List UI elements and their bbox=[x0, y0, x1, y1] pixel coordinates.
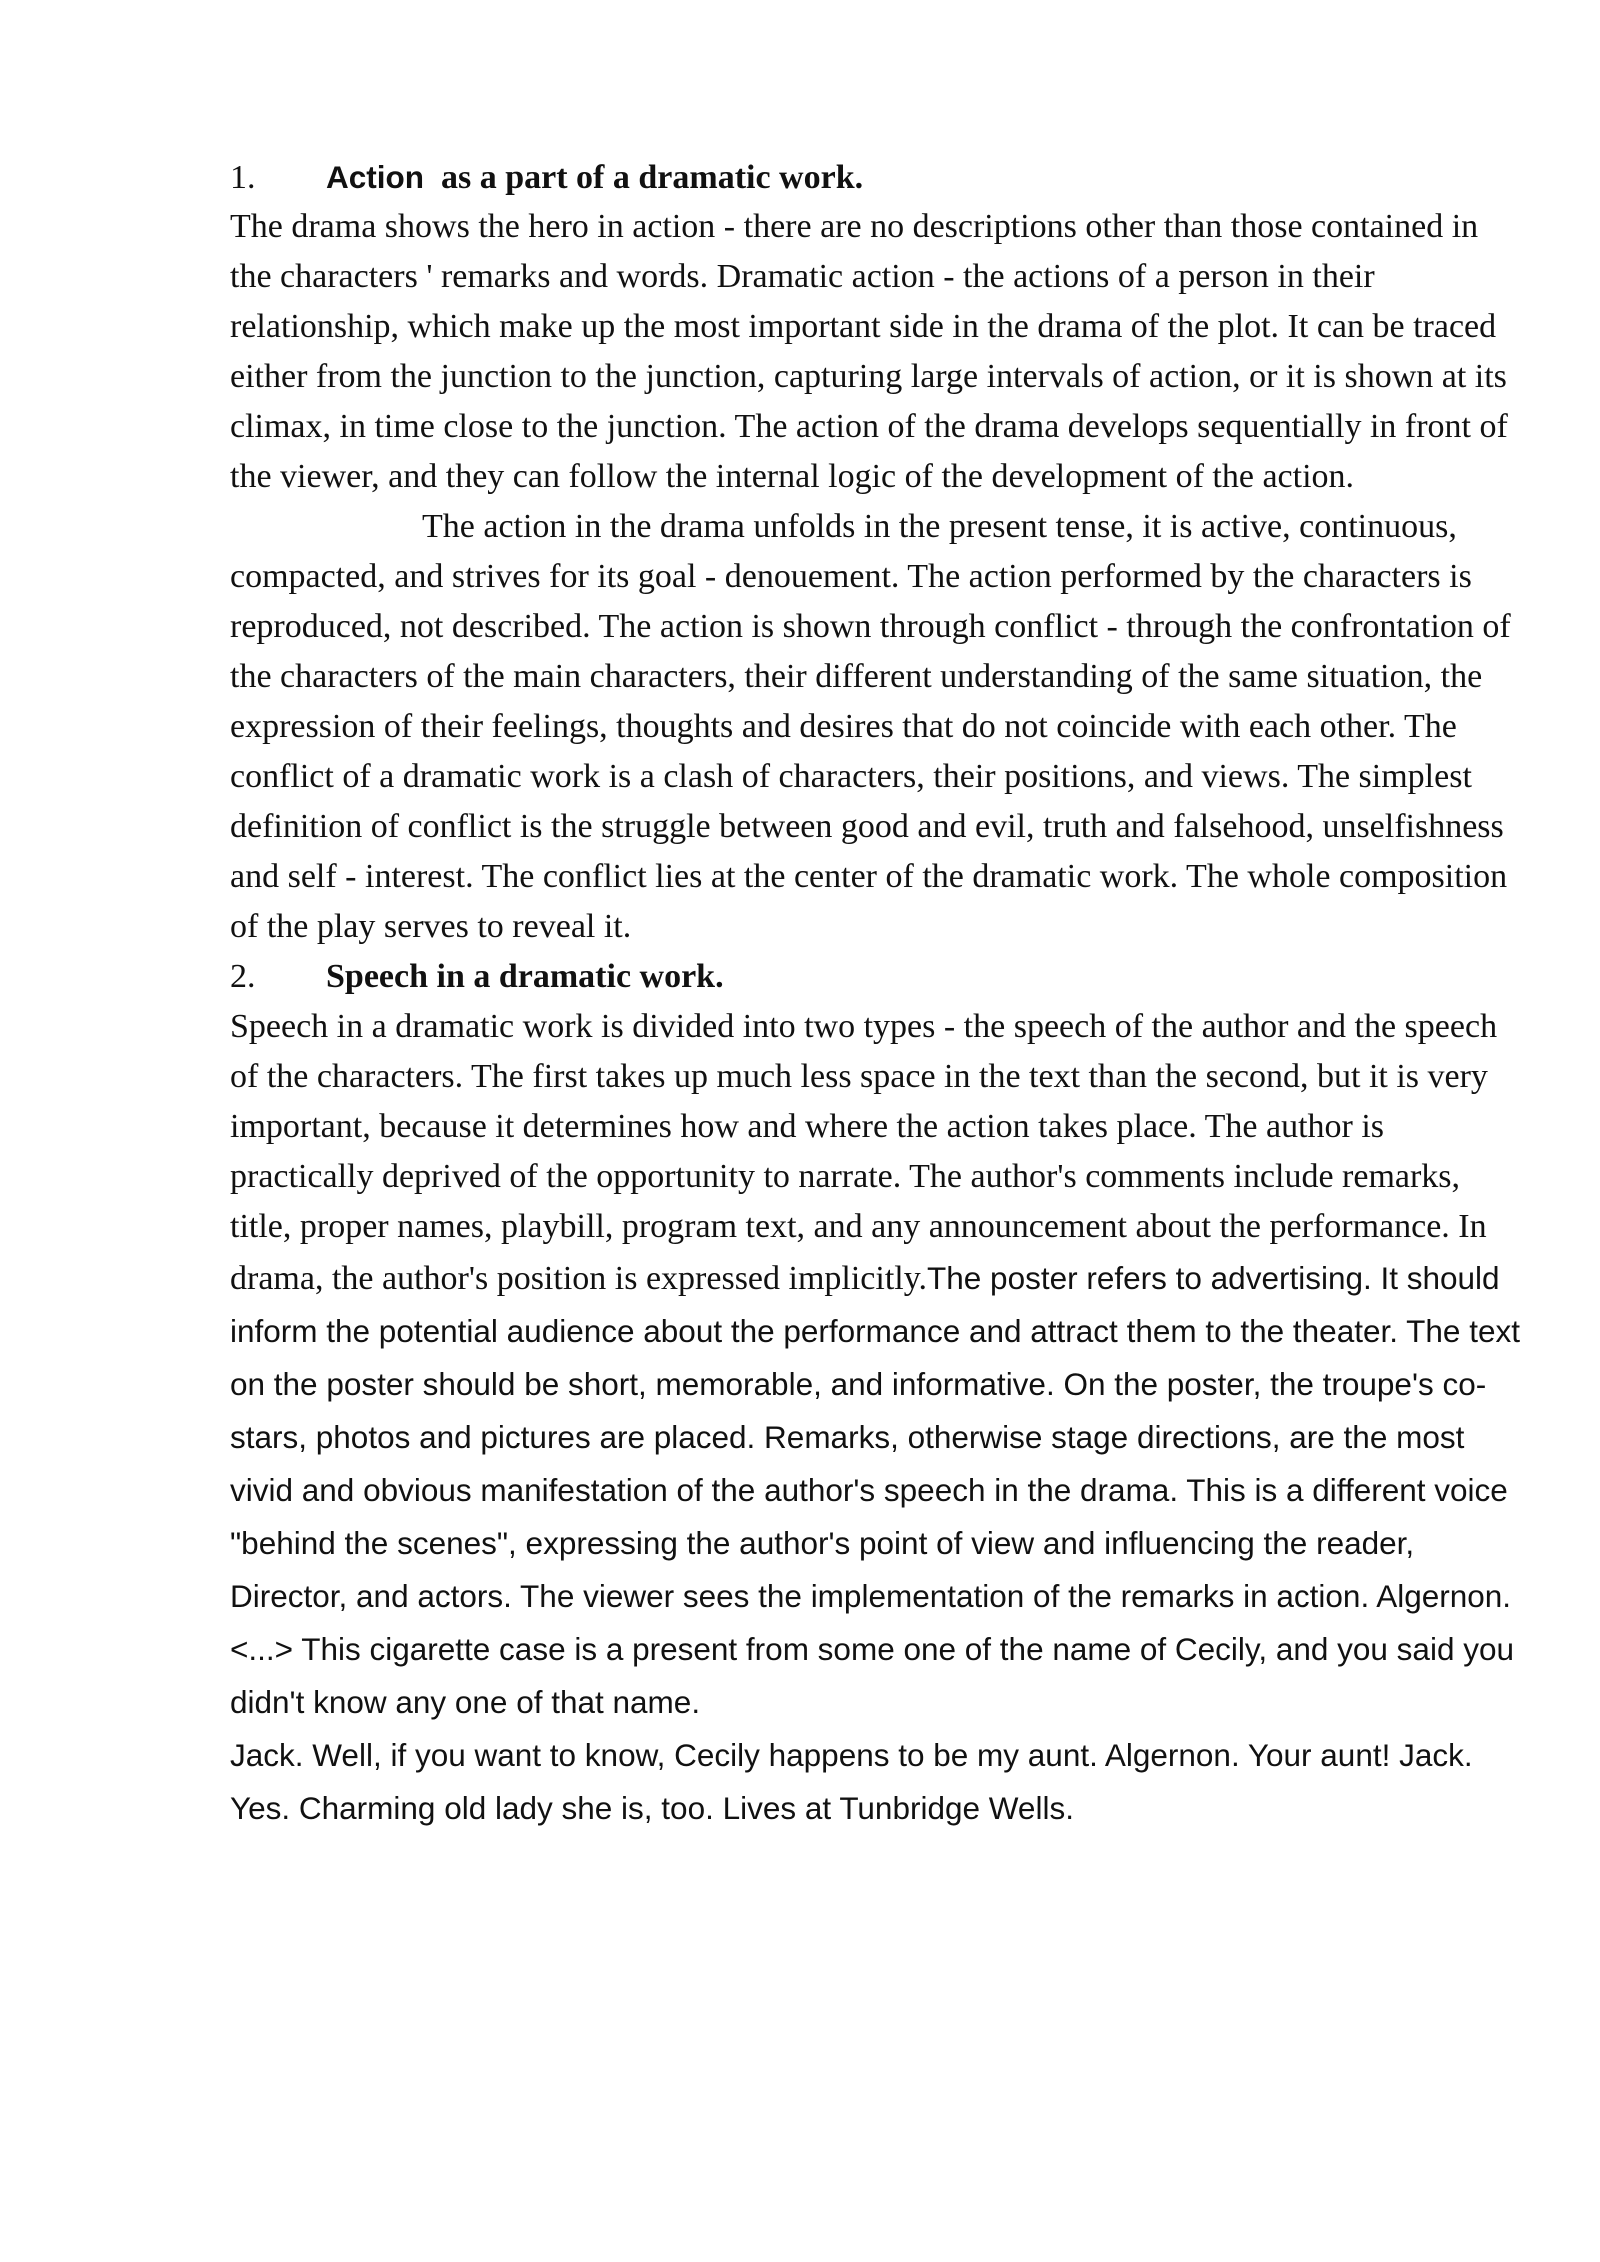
section-1-title-rest: as a part of a dramatic work. bbox=[424, 159, 864, 196]
section-1-title-lead: Action bbox=[326, 159, 424, 195]
section-1-heading bbox=[230, 152, 1520, 202]
section-1-paragraph-1: The drama shows the hero in action - there are no descriptions other than those contained in the characters ' remarks and words. Dramatic action - the actions of a person in their relationship, which make up the most important side in the drama of the plot. It can be traced either from the junction to the junction, capturing large intervals of action, or it is shown at its climax, in time close to the junction. The action of the drama develops sequentially in front of the viewer, and they can follow the internal logic of the development of the action. bbox=[230, 208, 1508, 495]
section-1-number: 1. bbox=[230, 159, 256, 196]
section-1-paragraph-2: The action in the drama unfolds in the present tense, it is active, continuous, compacted, and strives for its goal - denouement. The action performed by the characters is reproduced, not described. The action is shown through conflict - through the confrontation of the characters of the main characters, their different understanding of the same situation, the expression of their feelings, thoughts and desires that do not coincide with each other. The conflict of a dramatic work is a clash of characters, their positions, and views. The simplest definition of conflict is the struggle between good and evil, truth and falsehood, unselfishness and self - interest. The conflict lies at the center of the dramatic work. The whole composition of the play serves to reveal it. bbox=[230, 508, 1511, 945]
section-2-paragraph-1-sans: The poster refers to advertising. It should inform the potential audience about the performance and attract them to the theater. The text on the poster should be short, memorable, and informative. On the poster, the troupe's co-stars, photos and pictures are placed. Remarks, otherwise stage directions, are the most vivid and obvious manifestation of the author's speech in the drama. This is a different voice "behind the scenes", expressing the author's point of view and influencing the reader, Director, and actors. The viewer sees the implementation of the remarks in action. Algernon. <...> This cigarette case is a present from some one of the name of Cecily, and you said you didn't know any one of that name. bbox=[230, 1260, 1520, 1720]
section-2-paragraph-1 bbox=[230, 1002, 1520, 1729]
section-2-heading bbox=[230, 952, 1520, 1002]
section-1-title bbox=[326, 152, 863, 203]
section-2-number: 2. bbox=[230, 958, 256, 995]
document-body bbox=[230, 152, 1520, 1835]
section-2-title: Speech in a dramatic work. bbox=[326, 958, 724, 995]
section-2-paragraph-1-serif: Speech in a dramatic work is divided into two types - the speech of the author and the speech of the characters. The first takes up much less space in the text than the second, but it is very important, because it determines how and where the action takes place. The author is practically deprived of the opportunity to narrate. The author's comments include remarks, title, proper names, playbill, program text, and any announcement about the performance. In drama, the author's position is expressed implicitly. bbox=[230, 1008, 1498, 1297]
section-2-paragraph-2: Jack. Well, if you want to know, Cecily happens to be my aunt. Algernon. Your aunt! Jack. Yes. Charming old lady she is, too. Lives at Tunbridge Wells. bbox=[230, 1737, 1473, 1826]
